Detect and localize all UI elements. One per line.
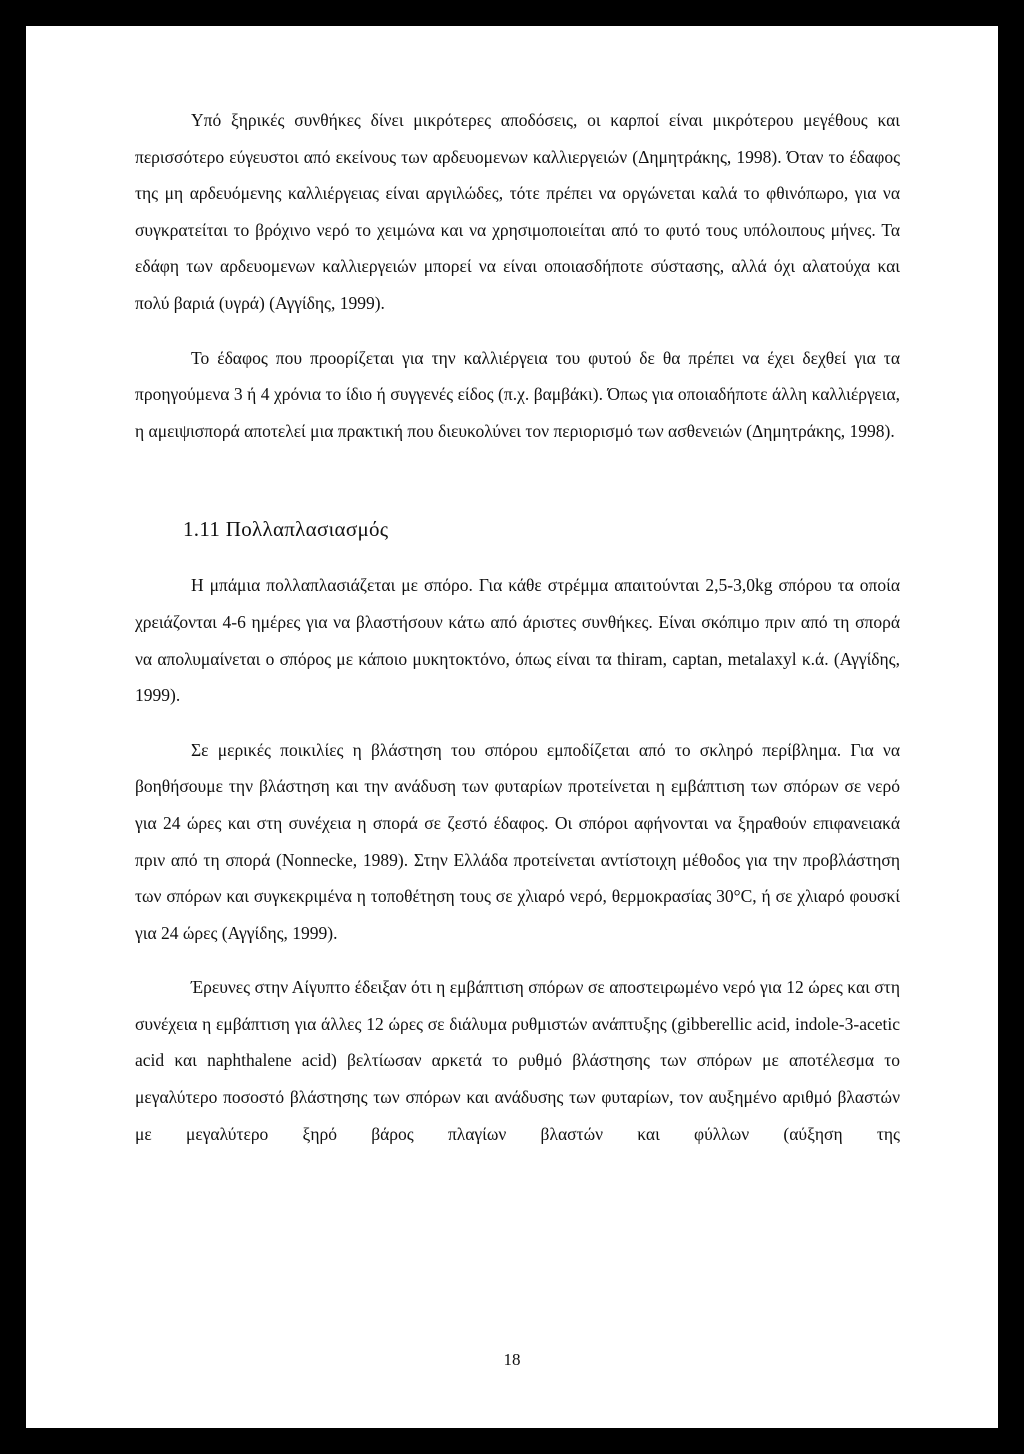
section-heading (135, 511, 900, 547)
section-title: Πολλαπλασιασμός (225, 517, 389, 542)
paragraph-seed-germination: Σε μερικές ποικιλίες η βλάστηση του σπόρου εμποδίζεται από το σκληρό περίβλημα. Για να βοηθήσουμε την βλάστηση και την ανάδυση των φυταρίων προτείνεται η εμβάπτιση των σπόρων σε νερό για 24 ώρες και στη συνέχεια η σπορά σε ζεστό έδαφος. Οι σπόροι αφήνονται να ξηραθούν επιφανειακά πριν από τη σπορά (Nonnecke, 1989). Στην Ελλάδα προτείνεται αντίστοιχη μέθοδος για την προβλάστηση των σπόρων και συγκεκριμένα η τοποθέτηση τους σε χλιαρό νερό, θερμοκρασίας 30°C, ή σε χλιαρό φουσκί για 24 ώρες (Αγγίδης, 1999). (135, 739, 900, 943)
paragraph-seed-propagation: Η μπάμια πολλαπλασιάζεται με σπόρο. Για κάθε στρέμμα απαιτούνται 2,5-3,0kg σπόρου τα οποία χρειάζονται 4-6 ημέρες για να βλαστήσουν κάτω από άριστες συνθήκες. Είναι σκόπιμο πριν από τη σπορά να απολυμαίνεται ο σπόρος με κάποιο μυκητοκτόνο, όπως είναι τα thiram, captan, metalaxyl κ.ά. (Αγγίδης, 1999). (135, 575, 900, 706)
page-content (135, 102, 900, 1152)
paragraph-soil-conditions: Υπό ξηρικές συνθήκες δίνει μικρότερες αποδόσεις, οι καρποί είναι μικρότερου μεγέθους και περισσότερο εύγευστοι από εκείνους των αρδευομενων καλλιεργειών (Δημητράκης, 1998). Όταν το έδαφος της μη αρδευόμενης καλλιέργειας είναι αργιλώδες, τότε πρέπει να οργώνεται καλά το φθινόπωρο, για να συγκρατείται το βρόχινο νερό το χειμώνα και να χρησιμοποιείται από το φυτό τους υπόλοιπους μήνες. Τα εδάφη των αρδευομενων καλλιεργειών μπορεί να είναι οποιασδήποτε σύστασης, αλλά όχι αλατούχα και πολύ βαριά (υγρά) (Αγγίδης, 1999). (135, 110, 900, 313)
section-number: 1.11 (183, 517, 221, 542)
paragraph-egypt-research: Έρευνες στην Αίγυπτο έδειξαν ότι η εμβάπτιση σπόρων σε αποστειρωμένο νερό για 12 ώρες και στη συνέχεια η εμβάπτιση για άλλες 12 ώρες σε διάλυμα ρυθμιστών ανάπτυξης (gibberellic acid, indole-3-acetic acid και naphthalene acid) βελτίωσαν αρκετά το ρυθμό βλάστησης των σπόρων με αποτέλεσμα το μεγαλύτερο ποσοστό βλάστησης των σπόρων και ανάδυσης των φυταρίων, τον αυξημένο αριθμό βλαστών με μεγαλύτερο ξηρό βάρος πλαγίων βλαστών και φύλλων (αύξηση της (135, 977, 900, 1144)
paragraph-crop-rotation: Το έδαφος που προορίζεται για την καλλιέργεια του φυτού δε θα πρέπει να έχει δεχθεί για τα προηγούμενα 3 ή 4 χρόνια το ίδιο ή συγγενές είδος (π.χ. βαμβάκι). Όπως για οποιαδήποτε άλλη καλλιέργεια, η αμειψισπορά αποτελεί μια πρακτική που διευκολύνει τον περιορισμό των ασθενειών (Δημητράκης, 1998). (135, 347, 900, 441)
page-number: 18 (503, 1350, 521, 1369)
document-page (26, 26, 998, 1428)
